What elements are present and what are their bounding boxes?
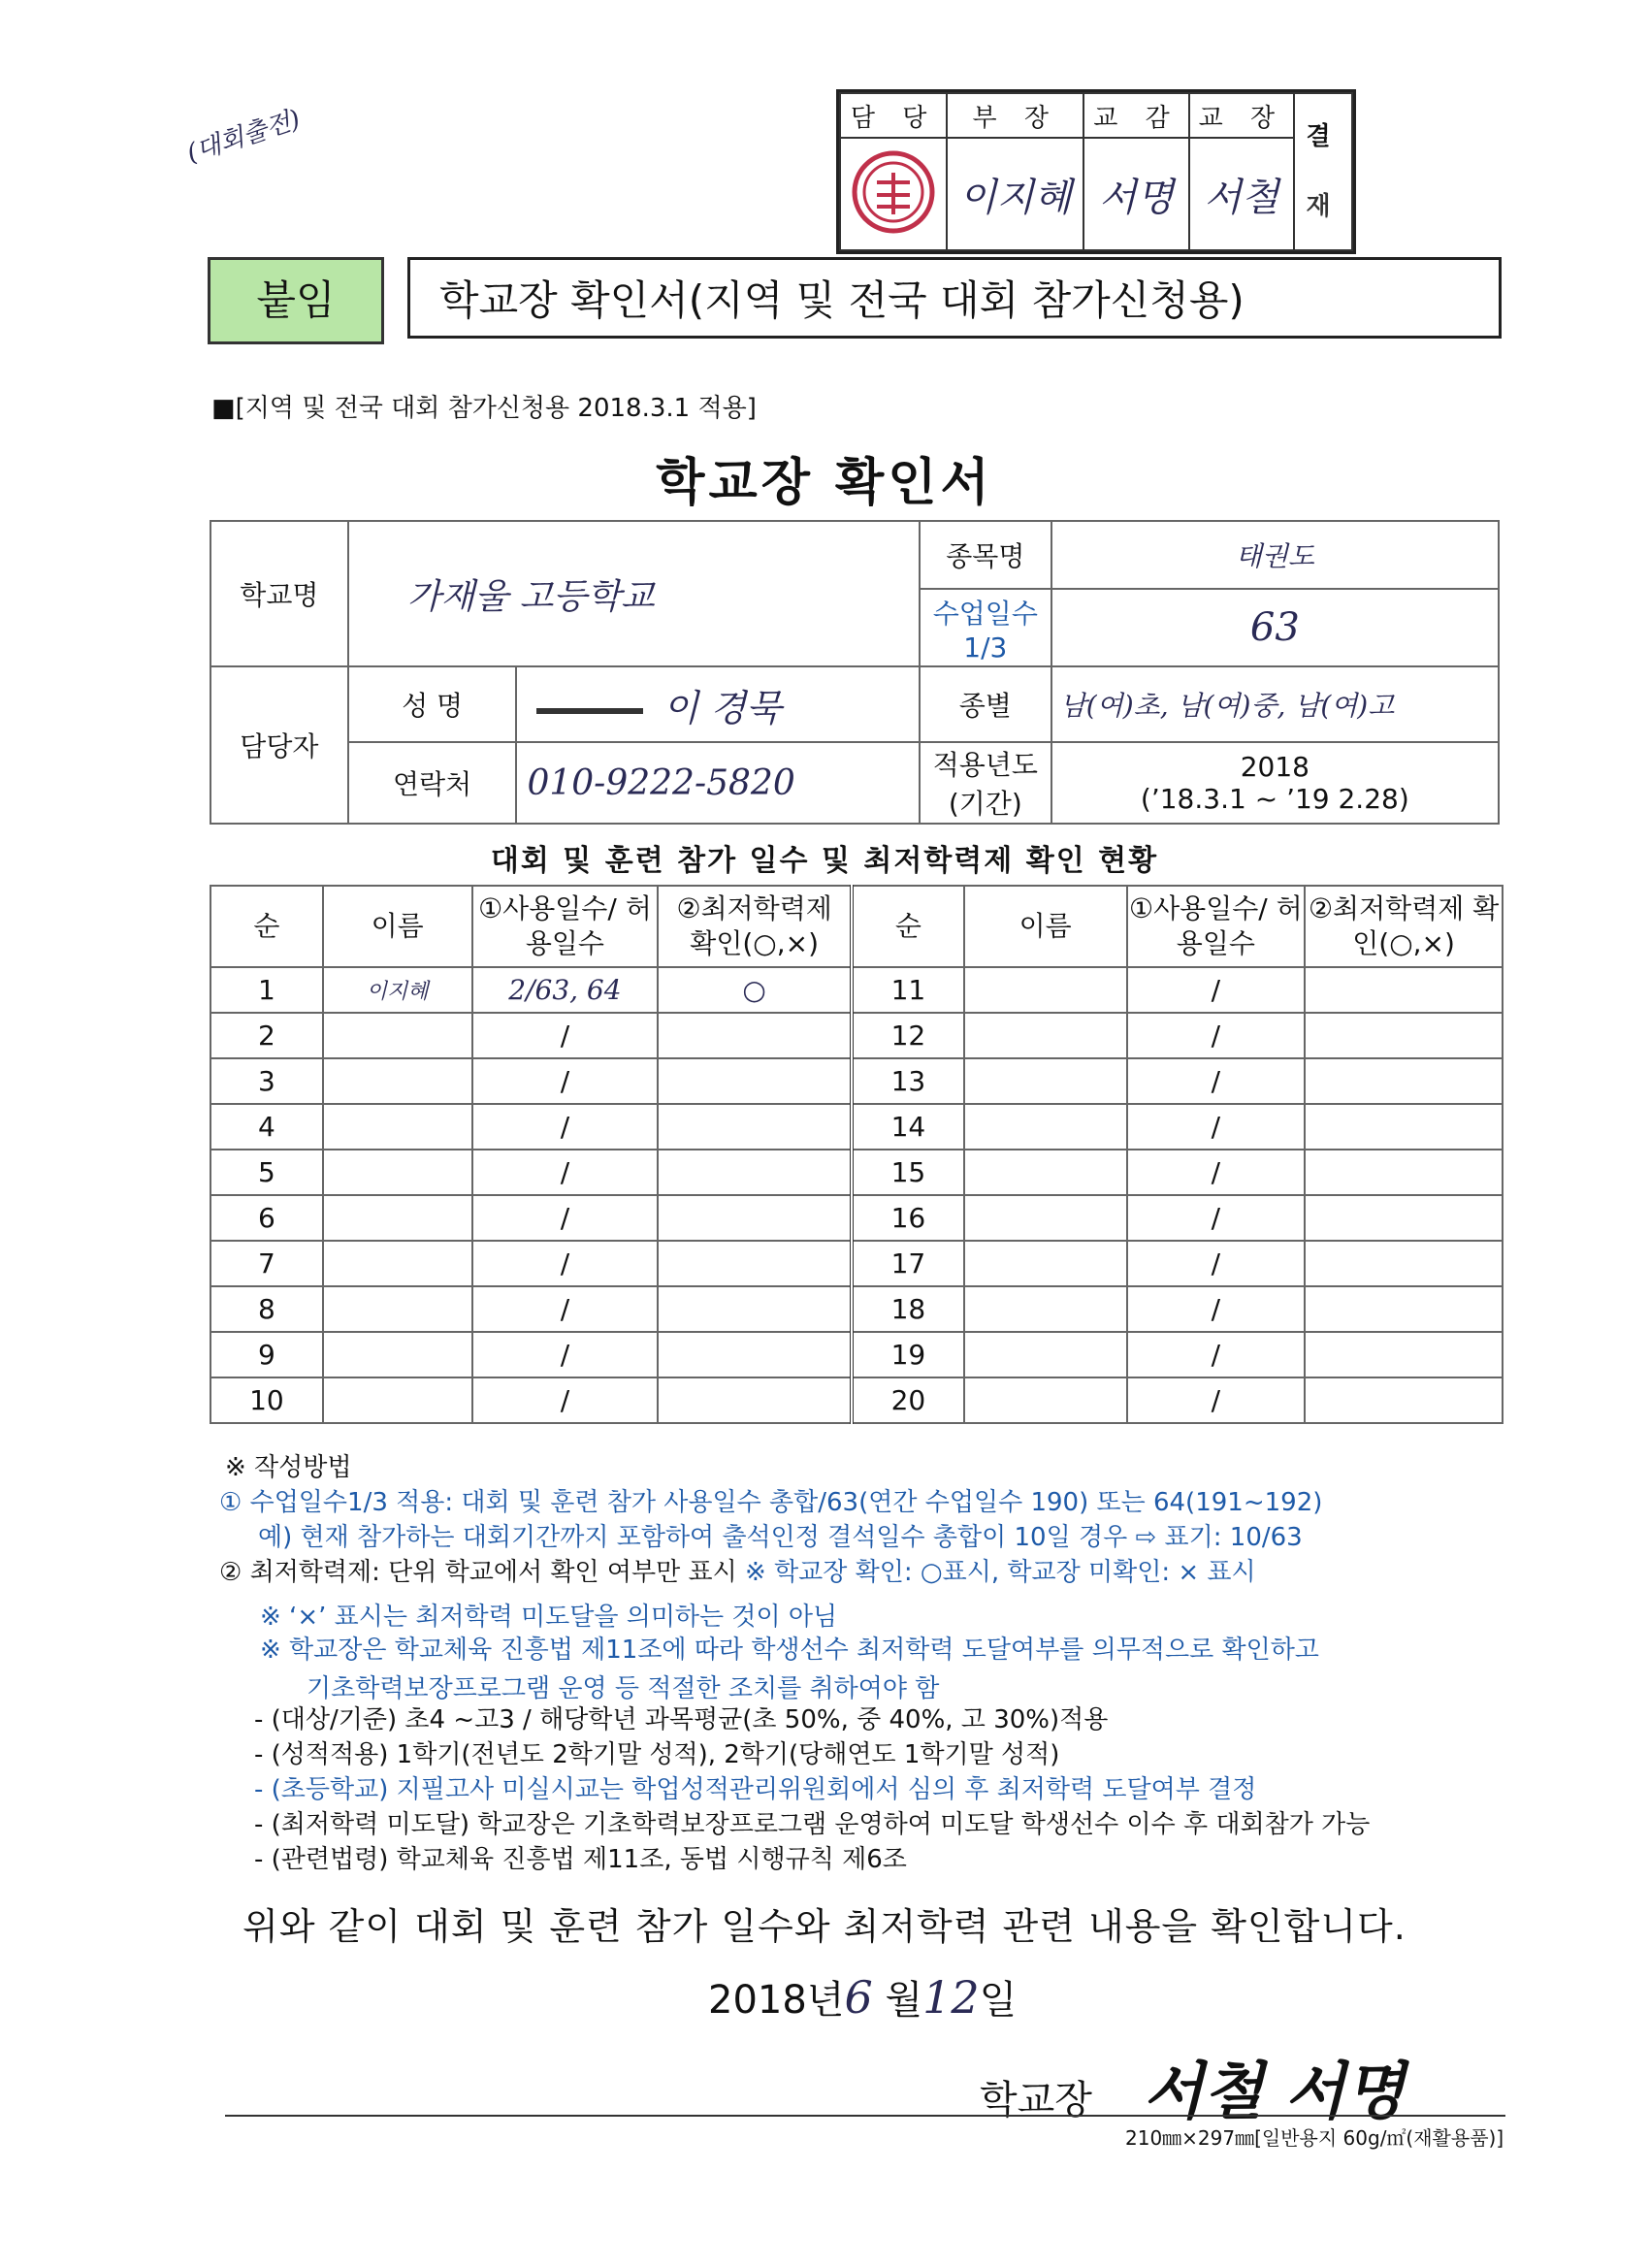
handwritten-note: (대회출전) <box>183 104 305 169</box>
approval-header-principal: 교 장 <box>1189 93 1294 138</box>
row-no-right: 20 <box>852 1377 964 1423</box>
row-no: 9 <box>210 1332 323 1377</box>
row-days-right: / <box>1127 1241 1306 1286</box>
instruction-line-3a: ② 최저학력제: 단위 학교에서 확인 여부만 표시 <box>219 1558 746 1587</box>
col-check: ②최저학력제 확인(○,×) <box>658 886 852 967</box>
row-no-right: 13 <box>852 1058 964 1104</box>
row-no-right: 16 <box>852 1195 964 1241</box>
instruction-line-9: - (초등학교) 지필고사 미실시교는 학업성적관리위원회에서 심의 후 최저학력 도달여부 결정 <box>254 1775 1257 1804</box>
row-days-right: / <box>1127 1195 1306 1241</box>
row-check-right <box>1305 1377 1503 1423</box>
name-strikeout <box>536 708 643 714</box>
row-name-right <box>964 1377 1127 1423</box>
approval-side-bottom: 재 <box>1306 192 1341 221</box>
application-note: ■[지역 및 전국 대회 참가신청용 2018.3.1 적용] <box>211 394 757 423</box>
row-no-right: 19 <box>852 1332 964 1377</box>
row-check <box>658 1195 852 1241</box>
confirm-statement: 위와 같이 대회 및 훈련 참가 일수와 최저학력 관련 내용을 확인합니다. <box>242 1905 1406 1948</box>
row-days: / <box>472 1104 659 1150</box>
info-table <box>210 520 1500 825</box>
instruction-line-10: - (최저학력 미도달) 학교장은 기초학력보장프로그램 운영하여 미도달 학생선수 이수 후 대회참가 가능 <box>254 1810 1371 1839</box>
principal-signature: 서철 서명 <box>1143 2056 1406 2128</box>
row-days: / <box>472 1013 659 1058</box>
col-no-right: 순 <box>852 886 964 967</box>
row-check: ○ <box>658 967 852 1013</box>
row-no: 3 <box>210 1058 323 1104</box>
gender-label: 종별 <box>920 666 1051 742</box>
date-line <box>708 1969 1017 2025</box>
row-check-right <box>1305 1332 1503 1377</box>
row-days-right: / <box>1127 1104 1306 1150</box>
row-no: 8 <box>210 1286 323 1332</box>
table-row <box>210 1150 1503 1195</box>
attach-label: 붙임 <box>208 257 384 344</box>
row-name <box>323 1377 472 1423</box>
row-check-right <box>1305 1013 1503 1058</box>
table-row <box>210 1058 1503 1104</box>
name-label: 성 명 <box>348 666 517 742</box>
name-value <box>516 666 919 742</box>
event-value: 태권도 <box>1051 521 1499 589</box>
name-text: 이 경묵 <box>663 686 782 729</box>
row-name <box>323 1058 472 1104</box>
row-name-right <box>964 1241 1127 1286</box>
row-name <box>323 1013 472 1058</box>
col-no: 순 <box>210 886 323 967</box>
gender-value: 남(여)초, 남(여)중, 남(여)고 <box>1051 666 1499 742</box>
principal-label: 학교장 <box>980 2078 1092 2122</box>
row-no-right: 12 <box>852 1013 964 1058</box>
row-check <box>658 1332 852 1377</box>
participation-table-body <box>210 967 1503 1423</box>
table-row <box>210 1195 1503 1241</box>
row-check <box>658 1150 852 1195</box>
row-name-right <box>964 1195 1127 1241</box>
row-check-right <box>1305 1241 1503 1286</box>
row-check-right <box>1305 1104 1503 1150</box>
row-no-right: 17 <box>852 1241 964 1286</box>
instruction-line-7: - (대상/기준) 초4 ~고3 / 해당학년 과목평균(초 50%, 중 40%, 고 30%)적용 <box>254 1705 1109 1734</box>
approval-stamp-cell <box>840 138 947 250</box>
approval-header-head: 부 장 <box>947 93 1083 138</box>
row-name <box>323 1195 472 1241</box>
row-check <box>658 1241 852 1286</box>
date-day: 12 <box>922 1971 980 2024</box>
row-no-right: 15 <box>852 1150 964 1195</box>
row-days: / <box>472 1150 659 1195</box>
instruction-line-3 <box>219 1552 1256 1588</box>
row-check <box>658 1286 852 1332</box>
instruction-line-1: ① 수업일수1/3 적용: 대회 및 훈련 참가 사용일수 총합/63(연간 수업일수 190) 또는 64(191~192) <box>219 1488 1323 1517</box>
row-name-right <box>964 1286 1127 1332</box>
table-row <box>210 967 1503 1013</box>
paper-spec-footer: 210㎜×297㎜[일반용지 60g/㎡(재활용품)] <box>1125 2126 1504 2150</box>
year-period: (’18.3.1 ~ ’19 2.28) <box>1140 783 1409 815</box>
days-label: 수업일수 1/3 <box>920 589 1051 666</box>
row-no-right: 11 <box>852 967 964 1013</box>
doc-title: 학교장 확인서(지역 및 전국 대회 참가신청용) <box>407 257 1502 339</box>
row-days-right: / <box>1127 1150 1306 1195</box>
row-name-right <box>964 1332 1127 1377</box>
row-check-right <box>1305 1195 1503 1241</box>
row-no: 4 <box>210 1104 323 1150</box>
table-row <box>210 1013 1503 1058</box>
contact-label: 연락처 <box>348 742 517 824</box>
row-days: / <box>472 1195 659 1241</box>
section-title: 대회 및 훈련 참가 일수 및 최저학력제 확인 현황 <box>490 844 1159 878</box>
year-value: 2018 <box>1240 751 1310 783</box>
days-value: 63 <box>1051 589 1499 666</box>
row-check-right <box>1305 1150 1503 1195</box>
participation-table <box>210 885 1504 1424</box>
year-value-cell <box>1051 742 1499 824</box>
col-name-right: 이름 <box>964 886 1127 967</box>
row-check <box>658 1058 852 1104</box>
row-name-right <box>964 1104 1127 1150</box>
row-name <box>323 1241 472 1286</box>
instruction-line-4: ※ ‘×’ 표시는 최저학력 미도달을 의미하는 것이 아님 <box>260 1603 838 1632</box>
row-check-right <box>1305 1286 1503 1332</box>
row-days-right: / <box>1127 1377 1306 1423</box>
row-name-right <box>964 1150 1127 1195</box>
row-days: / <box>472 1241 659 1286</box>
row-no: 2 <box>210 1013 323 1058</box>
table-row <box>210 1241 1503 1286</box>
instructions-heading: ※ 작성방법 <box>225 1453 352 1482</box>
footer-divider <box>225 2115 1505 2117</box>
approval-side-top: 결 <box>1306 122 1341 151</box>
col-days: ①사용일수/ 허용일수 <box>472 886 659 967</box>
approval-side-label <box>1294 93 1352 250</box>
table-row <box>210 1286 1503 1332</box>
row-no: 7 <box>210 1241 323 1286</box>
row-name <box>323 1286 472 1332</box>
principal-line <box>980 2042 1405 2131</box>
date-year: 2018년 <box>708 1978 845 2023</box>
table-row <box>210 1377 1503 1423</box>
table-row <box>210 1104 1503 1150</box>
row-name-right <box>964 967 1127 1013</box>
row-check-right <box>1305 967 1503 1013</box>
row-days-right: / <box>1127 1286 1306 1332</box>
row-name: 이지혜 <box>323 967 472 1013</box>
instruction-line-5: ※ 학교장은 학교체육 진흥법 제11조에 따라 학생선수 최저학력 도달여부를 의무적으로 확인하고 <box>260 1636 1319 1665</box>
date-month: 6 <box>844 1971 873 2024</box>
instruction-line-3b: ※ 학교장 확인: ○표시, 학교장 미확인: × 표시 <box>745 1558 1256 1587</box>
row-check-right <box>1305 1058 1503 1104</box>
row-no-right: 18 <box>852 1286 964 1332</box>
page-title: 학교장 확인서 <box>656 454 993 512</box>
event-label: 종목명 <box>920 521 1051 589</box>
table-row <box>210 1332 1503 1377</box>
row-name-right <box>964 1058 1127 1104</box>
row-days: / <box>472 1332 659 1377</box>
row-days: 2/63, 64 <box>472 967 659 1013</box>
instruction-line-11: - (관련법령) 학교체육 진흥법 제11조, 동법 시행규칙 제6조 <box>254 1845 907 1874</box>
instruction-line-6: 기초학력보장프로그램 운영 등 적절한 조치를 취하여야 함 <box>307 1674 940 1703</box>
row-no: 6 <box>210 1195 323 1241</box>
row-days: / <box>472 1286 659 1332</box>
row-check <box>658 1013 852 1058</box>
instruction-line-2: 예) 현재 참가하는 대회기간까지 포함하여 출석인정 결석일수 총합이 10일 경우 ⇨ 표기: 10/63 <box>258 1523 1303 1552</box>
row-name <box>323 1150 472 1195</box>
row-no: 5 <box>210 1150 323 1195</box>
row-check <box>658 1377 852 1423</box>
approval-box <box>836 89 1356 254</box>
row-days: / <box>472 1058 659 1104</box>
contact-value: 010-9222-5820 <box>516 742 919 824</box>
col-name: 이름 <box>323 886 472 967</box>
col-check-right: ②최저학력제 확인(○,×) <box>1305 886 1503 967</box>
year-label: 적용년도 (기간) <box>920 742 1051 824</box>
row-days-right: / <box>1127 1058 1306 1104</box>
row-no-right: 14 <box>852 1104 964 1150</box>
col-days-right: ①사용일수/ 허용일수 <box>1127 886 1306 967</box>
row-name <box>323 1104 472 1150</box>
row-days-right: / <box>1127 1332 1306 1377</box>
approval-signature-vice: 서명 <box>1083 138 1188 250</box>
date-month-unit: 월 <box>885 1978 923 2023</box>
approval-header-vice: 교 감 <box>1083 93 1188 138</box>
approval-header-staff: 담 당 <box>840 93 947 138</box>
instruction-line-8: - (성적적용) 1학기(전년도 2학기말 성적), 2학기(당해연도 1학기말 성적) <box>254 1740 1060 1769</box>
date-day-unit: 일 <box>979 1978 1018 2023</box>
row-days-right: / <box>1127 1013 1306 1058</box>
approval-signature-principal: 서철 <box>1189 138 1294 250</box>
approval-signature-head: 이지혜 <box>947 138 1083 250</box>
row-no: 10 <box>210 1377 323 1423</box>
row-no: 1 <box>210 967 323 1013</box>
row-days-right: / <box>1127 967 1306 1013</box>
row-days: / <box>472 1377 659 1423</box>
school-value: 가재울 고등학교 <box>348 521 920 666</box>
row-name-right <box>964 1013 1127 1058</box>
row-name <box>323 1332 472 1377</box>
manager-label: 담당자 <box>210 666 348 824</box>
red-seal-icon <box>850 148 937 236</box>
school-label: 학교명 <box>210 521 348 666</box>
row-check <box>658 1104 852 1150</box>
